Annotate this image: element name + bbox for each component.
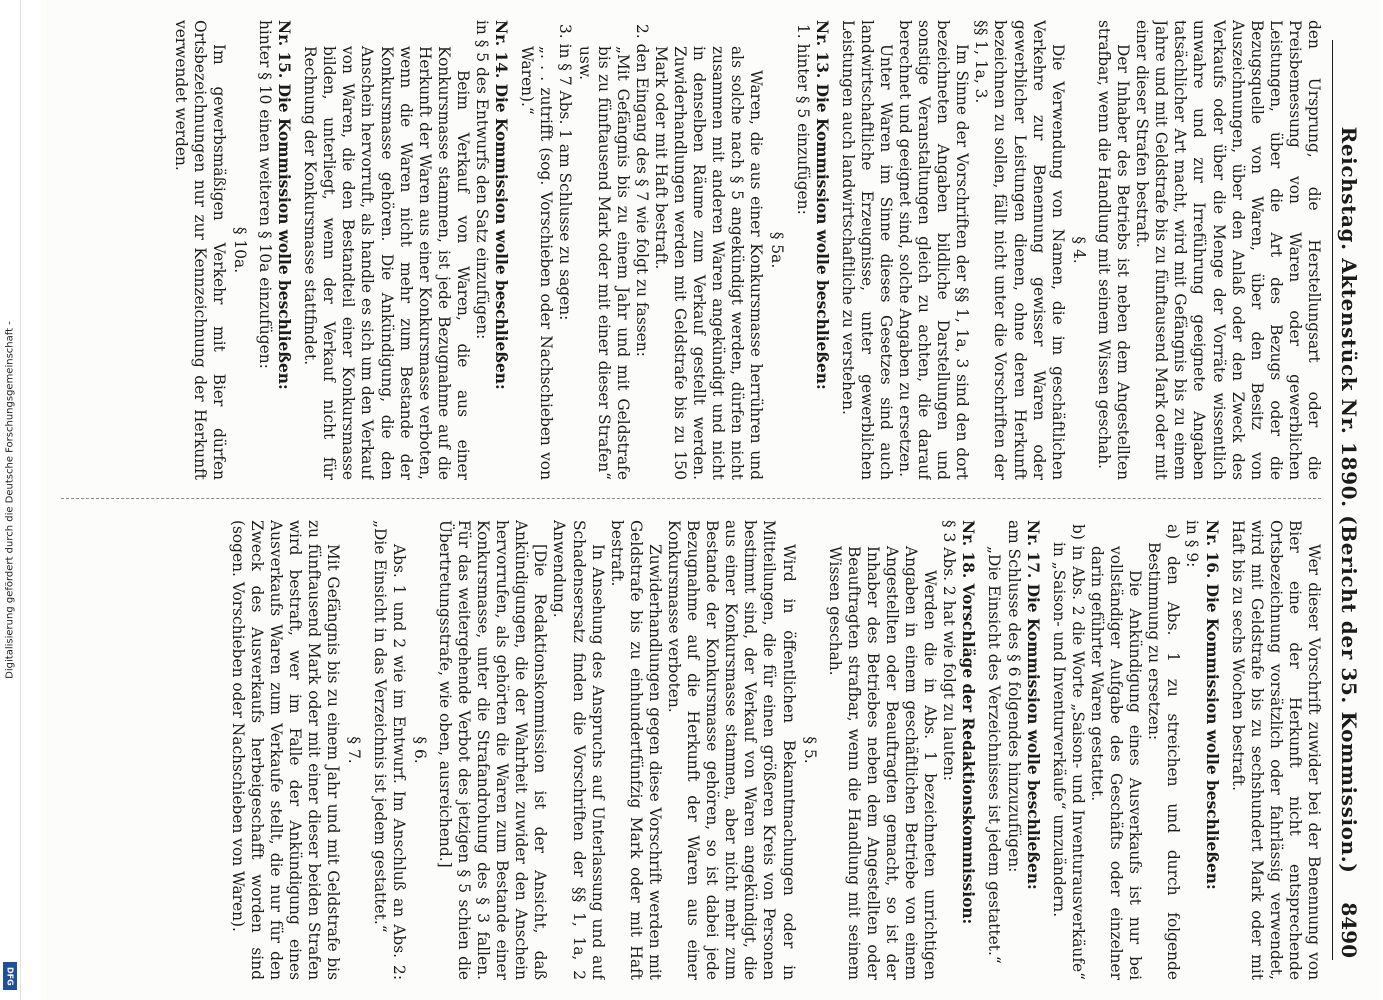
right-column-paragraph: § 3 Abs. 2 hat wie folgt zu lauten: xyxy=(940,520,959,781)
left-column-paragraph: Unter Waren im Sinne dieses Gesetzes sind auch landwirtschaftliche Erzeugnisse, unter gewerblichen Leistungen auch landwirtschaftliche zu verstehen. xyxy=(838,20,895,480)
left-column-paragraph: Der Inhaber des Betriebs ist neben dem Angestellten strafbar, wenn die Handlung mit seinem Wissen geschah. xyxy=(1094,20,1133,480)
right-column-paragraph: Wer dieser Vorschrift zuwider bei der Benennung von Bier eine der Herkunft nicht entsprechende Ortsbezeichnung vorsätzlich oder fahrlässig verwendet, wird mit Geldstrafe bis zu sechshundert Mark oder mit Haft bis zu sechs Wochen bestraft. xyxy=(1228,520,1323,980)
left-column-heading: Nr. 13. Die Kommission wolle beschließen: xyxy=(812,20,831,390)
left-column-paragraph: „. . . zutrifft (sog. Vorschieben oder Nachschieben von Waren).“ xyxy=(518,46,556,480)
right-column-paragraph: a) den Abs. 1 zu streichen und durch folgende Bestimmung zu ersetzen: xyxy=(1145,524,1183,980)
right-column-paragraph: Die Ankündigung eines Ausverkaufs ist nur bei vollständiger Aufgabe des Geschäfts oder einzelner darin geführter Waren gestattet. xyxy=(1087,546,1145,980)
right-column-paragraph: Abs. 1 und 2 wie im Entwurf. Im Anschluß an Abs. 2: „Die Einsicht in das Verzeichnis ist jedem gestattet.“ xyxy=(370,520,408,980)
right-column-heading: Nr. 16. Die Kommission wolle beschließen: xyxy=(1202,520,1221,890)
scan-credit-strip xyxy=(0,0,21,1000)
page-header xyxy=(1332,40,1367,960)
left-column xyxy=(53,20,1323,480)
left-column-paragraph: „Mit Gefängnis bis zu einem Jahr und mit Geldstrafe bis zu fünftausend Mark oder mit einer dieser Strafen“ usw. xyxy=(575,46,632,480)
page-number: 8490 xyxy=(1337,902,1361,958)
right-column-paragraph: Mit Gefängnis bis zu einem Jahr und mit Geldstrafe bis zu fünftausend Mark oder mit einer dieser beiden Strafen wird bestraft, wer im Falle der Ankündigung eines Ausverkaufs Waren zum Verkaufe stellt, die nur für den Zweck des Ausverkaufs herbeigeschafft worden sind (sogen. Vorschieben oder Nachschieben von Waren). xyxy=(228,520,343,980)
left-column-heading: Nr. 15. Die Kommission wolle beschließen: xyxy=(275,20,294,390)
right-column-paragraph: b) in Abs. 2 die Worte „Saison- und Inventurausverkäufe“ in „Saison- und Inventurverkäufe“ umzuändern. xyxy=(1049,524,1087,980)
right-column-paragraph: [Die Redaktionskommission ist der Ansicht, daß Ankündigungen, die der Wahrheit zuwider den Anschein hervorrufen, als gehörten die Waren zum Bestande einer Konkursmasse, unter die Strafandrohung des § 3 fallen. Für das weitergehende Verbot des jetzigen § 5 schien die Übertretungsstrafe, wie oben, ausreichend.] xyxy=(435,520,550,980)
right-column-paragraph: Zuwiderhandlungen gegen diese Vorschrift werden mit Geldstrafe bis zu einhundertfünfzig Mark oder mit Haft bestraft. xyxy=(607,520,664,980)
left-column-paragraph: 3. in § 7 Abs. 1 am Schlusse zu sagen: xyxy=(556,24,575,321)
digitization-credit: Digitalisierung gefördert durch die Deutsche Forschungsgemeinschaft - xyxy=(4,321,16,679)
right-column-paragraph: in § 9: xyxy=(1183,520,1202,568)
left-column-paragraph: Die Verwendung von Namen, die im geschäftlichen Verkehre zur Benennung gewisser Waren oder gewerblicher Leistungen dienen, ohne deren Herkunft bezeichnen zu sollen, fällt nicht unter die Vorschriften der §§ 1, 1a, 3. xyxy=(972,20,1067,480)
right-column-heading: Nr. 18. Vorschläge der Redaktionskommission: xyxy=(959,520,978,925)
right-column-paragraph: In Ansehung des Anspruchs auf Unterlassung und auf Schadensersatz finden die Vorschriften der §§ 1, 1a, 2 Anwendung. xyxy=(550,520,607,980)
right-column-paragraph: Werden die in Abs. 1 bezeichneten unrichtigen Angaben in einem geschäftlichen Betriebe von einem Angestellten oder Beauftragten gemacht, so ist der Inhaber des Betriebes neben dem Angestellten oder Beauftragten strafbar, wenn die Handlung mit seinem Wissen geschah. xyxy=(825,546,940,980)
left-column-heading: Nr. 14. Die Kommission wolle beschließen: xyxy=(492,20,511,390)
left-column-paragraph: hinter § 10 einen weiteren § 10a einzufügen: xyxy=(256,20,275,369)
left-column-section-mark: § 5a. xyxy=(768,231,787,269)
right-column-section-mark: § 5. xyxy=(800,736,819,764)
dfg-logo: DFG xyxy=(3,962,17,990)
left-column-paragraph: Im Sinne der Vorschriften der §§ 1, 1a, 3 sind den dort bezeichneten Angaben bildliche Darstellungen und sonstige Veranstaltungen gleich zu achten, die darauf berechnet und geeignet sind, solche Angaben zu ersetzen. xyxy=(896,20,972,480)
column-divider xyxy=(61,498,1321,499)
left-column-paragraph: den Ursprung, die Herstellungsart oder die Preisbemessung von Waren oder gewerblichen Leistungen, über die Art des Bezugs oder die Bezugsquelle von Waren, über den Besitz von Auszeichnungen, über den Anlaß oder den Zweck des Verkaufs oder über die Menge der Vorräte wissentlich unwahre und zur Irreführung geeignete Angaben tatsächlicher Art macht, wird mit Gefängnis bis zu einem Jahre und mit Geldstrafe bis zu fünftausend Mark oder mit einer dieser Strafen bestraft. xyxy=(1133,20,1323,480)
right-column-heading: Nr. 17. Die Kommission wolle beschließen: xyxy=(1023,520,1042,890)
left-column-section-mark: § 10a. xyxy=(230,226,249,274)
left-column-paragraph: Waren, die aus einer Konkursmasse herrühren und als solche nach § 5 angekündigt werden, dürfen nicht zusammen mit anderen Waren angekündigt und nicht in denselben Räume zum Verkauf gestellt werden. Zuwiderhandlungen werden mit Geldstrafe bis zu 150 Mark oder mit Haft bestraft. xyxy=(651,46,766,480)
left-column-paragraph: 1. hinter § 5 einzufügen: xyxy=(793,24,812,215)
right-column-paragraph: am Schlusse des § 6 folgendes hinzuzufügen: xyxy=(1004,520,1023,873)
left-column-section-mark: § 4. xyxy=(1069,236,1088,264)
left-column-paragraph: 2. den Eingang des § 7 wie folgt zu fassen: xyxy=(632,24,651,357)
right-column-section-mark: § 6. xyxy=(410,736,429,764)
document-page xyxy=(41,0,1381,1000)
right-column-paragraph: Wird in öffentlichen Bekanntmachungen oder in Mitteilungen, die für einen größeren Kreis von Personen bestimmt sind, der Verkauf von Waren angekündigt, die aus einer Konkursmasse stammen, aber nicht mehr zum Bestande der Konkursmasse gehören, so ist dabei jede Bezugnahme auf die Herkunft der Waren aus einer Konkursmasse verboten. xyxy=(665,520,798,980)
left-column-paragraph: Im gewerbsmäßigen Verkehr mit Bier dürfen Ortsbezeichnungen nur zur Kennzeichnung der Herkunft verwendet werden. xyxy=(171,20,228,480)
page-title: Reichstag. Aktenstück Nr. 1890. (Bericht der 35. Kommission.) xyxy=(1337,126,1361,874)
right-column-section-mark: § 7. xyxy=(345,736,364,764)
left-column-paragraph: in § 5 des Entwurfs den Satz einzufügen: xyxy=(473,20,492,340)
right-column xyxy=(53,520,1323,980)
right-column-paragraph: „Die Einsicht des Verzeichnisses ist jedem gestattet.“ xyxy=(985,546,1004,964)
left-column-paragraph: Beim Verkauf von Waren, die aus einer Konkursmasse stammen, ist jede Bezugnahme auf die Herkunft der Waren aus einer Konkursmasse verboten, wenn die Waren nicht mehr zum Bestande der Konkursmasse gehören. Die Ankündigung, die den Anschein hervorruft, als handle es sich um den Verkauf von Waren, die den Bestandteil einer Konkursmasse bilden, unterliegt, wenn der Verkauf nicht für Rechnung der Konkursmasse stattfindet. xyxy=(301,46,472,480)
